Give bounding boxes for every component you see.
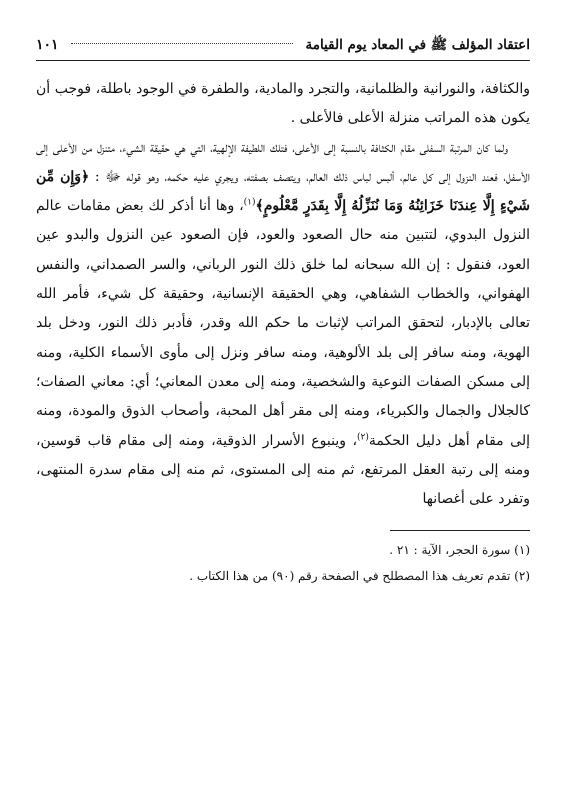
main-text <box>36 75 530 514</box>
footnote-ref-2[interactable]: (٢) <box>357 431 369 442</box>
header-rule <box>36 60 530 61</box>
footnote-separator <box>390 530 530 531</box>
footnote-2: (٢) تقدم تعريف هذا المصطلح في الصفحة رقم (٩٠) من هذا الكتاب . <box>189 569 530 584</box>
footnotes <box>36 537 530 589</box>
quran-verse: ﴿وَإِن مِّن شَيْءٍ إِلَّا عِندَنَا خَزَائِنُهُ وَمَا نُنَزِّلُهُ إِلَّا بِقَدَرٍ مَّعْلُومٍ﴾ <box>36 168 530 215</box>
running-header <box>36 34 530 58</box>
paragraph-2-text-b: ، وها أنا أذكر لك بعض مقامات عالم النزول البدوي، لتتبين منه حال الصعود والعود، فإن الصعود عين النزول والبدو عين العود، فنقول : إن الله سبحانه لما خلق ذلك النور الرباني، والسر الصمداني، والنفس الهفواني، والخطاب الشفاهي، وهي الحقيقة الإنسانية، وحقيقة كل شيء، فأمر الله تعالى بالإدبار، لتحقق المراتب لإثبات ما حكم الله وقدر، فأدبر ذلك النور، ودخل بلد الهوية، ومنه سافر إلى بلد الألوهية، ومنه سافر ونزل إلى مأوى الأسماء الكلية، ومنه إلى مسكن الصفات النوعية والشخصية، ومنه إلى معدن المعاني؛ أي: معاني الصفات؛ كالجلال والجمال والكبرياء، ومنه إلى مقر أهل المحبة، وأصحاب الذوق والمودة، ومنه إلى مقام أهل دليل الحكمة <box>36 198 530 449</box>
footnote-ref-1[interactable]: (١) <box>243 197 256 208</box>
paragraph-2-text-c: ، وينبوع الأسرار الذوقية، ومنه إلى مقام قاب قوسين، ومنه إلى رتبة العقل المرتفع، ثم منه إلى المستوى، ثم منه إلى مقام سدرة المنتهى، وتفرد على أغصانها <box>36 432 530 508</box>
book-page <box>36 34 530 589</box>
paragraph-2 <box>36 134 530 515</box>
paragraph-2-text-a: ولما كان المرتبة السفلى مقام الكثافة بالنسبة إلى الأعلى، فتلك اللطيفة الإلهية، التي هي حقيقة الشيء، متنزل من الأعلى إلى الأسفل، فعند النزول إلى كل عالم، ألبس لباس ذلك العالم، ويتصف بصفته، ويجري عليه حكمه، وهو قوله ﷻ : <box>36 139 530 185</box>
dotted-leader <box>71 43 294 44</box>
paragraph-1: والكثافة، والنورانية والظلمانية، والتجرد والمادية، والطفرة في الوجود باطلة، فوجب أن يكون هذه المراتب منزلة الأعلى فالأعلى . <box>36 81 530 127</box>
chapter-title: اعتقاد المؤلف ﷺ في المعاد يوم القيامة <box>305 37 530 53</box>
page-number: ١٠١ <box>36 37 59 53</box>
footnote-1: (١) سورة الحجر، الآية : ٢١ . <box>389 543 530 558</box>
